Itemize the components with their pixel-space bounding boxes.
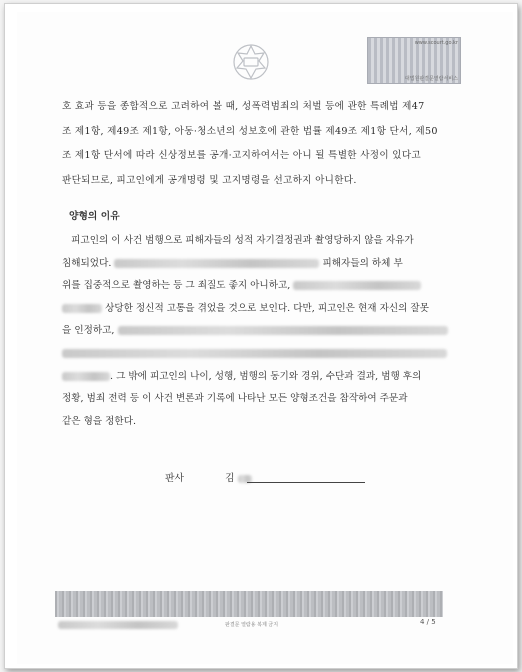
verification-stamp [367,37,461,84]
redacted-text [62,349,447,358]
redacted-text [118,326,448,335]
paragraph-line: 상당한 정신적 고통을 겪었을 것으로 보인다. 다만, 피고인은 현재 자신의 잘못 [62,298,460,321]
paragraph-line [62,343,460,366]
section-heading: 양형의 이유 [69,211,120,222]
stamp-url: www.scourt.go.kr [414,40,458,46]
redacted-text [62,304,102,313]
judge-signature [165,470,252,484]
redacted-text [114,259,319,268]
paragraph-line: 침해되었다. 피해자들의 하체 부 [62,257,403,269]
paragraph-line: 같은 형을 정한다. [62,415,137,427]
paragraph-line: 정황, 범죄 전력 등 이 사건 변론과 기록에 나타난 모든 양형조건을 참작하여 주문과 [62,393,408,405]
paragraph-line: 피고인의 이 사건 범행으로 피해자들의 성적 자기결정권과 촬영당하지 않을 자유가 [71,235,414,246]
footer-notice: 판결문 열람용 복제 금지 [225,622,279,628]
judge-name: 김 [225,473,235,484]
judge-title: 판사 [165,473,184,484]
footer-watermark-band [55,591,443,617]
paragraph-line: 위를 집중적으로 촬영하는 등 그 죄질도 좋지 아니하고, [62,275,460,298]
paragraph-line: 호 효과 등을 종합적으로 고려하여 볼 때, 성폭력범죄의 처벌 등에 관한 특례법 제47 [62,101,425,112]
redacted-text [293,281,421,290]
redacted-footer-text [58,621,178,629]
sentencing-reasons [62,230,460,433]
disclosure-paragraph [62,95,456,193]
signature-line [247,482,365,483]
paragraph-line: . 그 밖에 피고인의 나이, 성행, 범행의 동기와 경위, 수단과 결과, 범행 후의 [62,366,460,389]
paragraph-line: 조 제1항, 제49조 제1항, 아동·청소년의 성보호에 관한 법률 제49조 제1항 단서, 제50 [62,125,438,137]
paragraph-line: 조 제1항 단서에 따라 신상정보를 공개·고지하여서는 아니 될 특별한 사정이 있다고 [62,150,421,161]
page-number: 4 / 5 [420,618,436,626]
court-emblem-icon [231,42,271,82]
stamp-caption: 대법원판결문열람서비스 [404,76,458,82]
redacted-text [62,372,110,381]
paragraph-line: 판단되므로, 피고인에게 공개명령 및 고지명령을 선고하지 아니한다. [62,174,357,186]
paragraph-line: 을 인정하고, [62,320,460,343]
